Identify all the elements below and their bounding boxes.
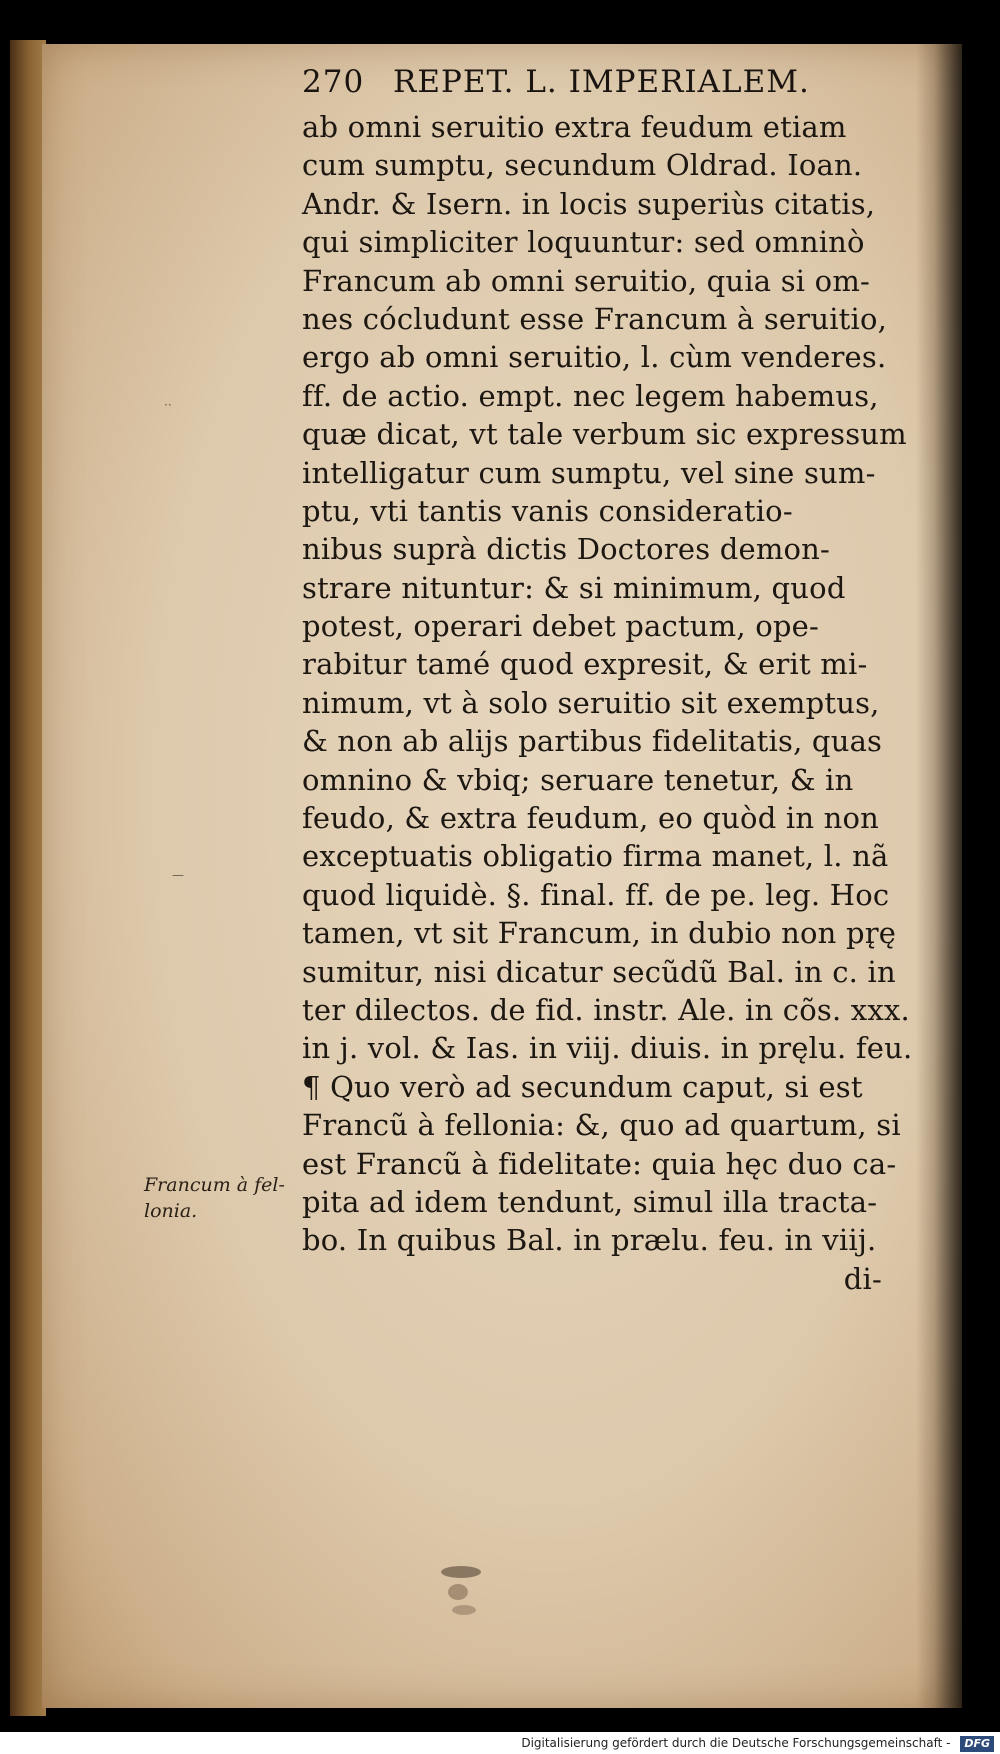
text-line: est Francũ à fidelitate: quia hęc duo ca- (302, 1146, 897, 1181)
text-line: cum sumptu, secundum Oldrad. Ioan. (302, 148, 863, 183)
body-text (302, 108, 913, 1298)
text-line: ergo ab omni seruitio, l. cùm venderes. (302, 340, 887, 375)
text-line: ab omni seruitio extra feudum etiam (302, 110, 847, 144)
text-line: ter dilectos. de fid. instr. Ale. in cõs. xxx. (302, 992, 910, 1027)
footer-bar (0, 1732, 1000, 1754)
text-line: nimum, vt à solo seruitio sit exemptus, (302, 685, 880, 720)
footer-credit: Digitalisierung gefördert durch die Deutsche Forschungsgemeinschaft - (521, 1736, 951, 1750)
running-title: REPET. L. IMPERIALEM. (393, 64, 810, 100)
margin-mark: ·· (164, 398, 172, 412)
text-line: Andr. & Isern. in locis superiùs citatis, (302, 186, 876, 221)
ink-stain (436, 1560, 486, 1620)
text-line: bo. In quibus Bal. in prælu. feu. in viij. (302, 1223, 877, 1258)
text-line: ptu, vti tantis vanis consideratio- (302, 493, 793, 528)
text-line: nes cócludunt esse Francum à seruitio, (302, 301, 888, 336)
margin-mark: — (172, 868, 184, 882)
text-line: ff. de actio. empt. nec legem habemus, (302, 378, 879, 413)
text-line: Francũ à fellonia: &, quo ad quartum, si (302, 1108, 901, 1143)
text-line: pita ad idem tendunt, simul illa tracta- (302, 1184, 878, 1219)
text-line: intelligatur cum sumptu, vel sine sum- (302, 455, 876, 490)
text-line: tamen, vt sit Francum, in dubio non pr̨ę (302, 916, 897, 951)
text-line: strare nituntur: & si minimum, quod (302, 570, 846, 605)
text-line: rabitur tamé quod expresit, & erit mi- (302, 647, 868, 682)
dfg-logo: DFG (960, 1736, 994, 1752)
text-line: potest, operari debet pactum, ope- (302, 609, 819, 644)
text-line: & non ab alijs partibus fidelitatis, quas (302, 724, 883, 759)
marginal-note (144, 1172, 294, 1224)
text-line: di- (843, 1261, 882, 1296)
text-line: nibus suprà dictis Doctores demon- (302, 532, 831, 567)
text-line: quod liquidè. §. final. ff. de pe. leg. Hoc (302, 877, 890, 912)
text-line: sumitur, nisi dicatur secũdũ Bal. in c. in (302, 954, 896, 989)
text-line: ¶ Quo verò ad secundum caput, si est (302, 1069, 863, 1104)
text-line: qui simpliciter loquuntur: sed omninò (302, 225, 865, 260)
book-edge (10, 40, 46, 1716)
marginal-note-line: Francum à fel- (144, 1174, 285, 1196)
gutter-shadow (916, 44, 962, 1708)
text-line: omnino & vbiq; seruare tenetur, & in (302, 762, 854, 797)
page-number: 270 (302, 64, 365, 100)
text-line: feudo, & extra feudum, eo quòd in non (302, 801, 880, 836)
text-line: Francum ab omni seruitio, quia si om- (302, 263, 871, 298)
running-head (302, 64, 882, 108)
text-line: quæ dicat, vt tale verbum sic expressum (302, 417, 907, 452)
text-line: exceptuatis obligatio firma manet, l. nã (302, 839, 889, 874)
text-line: in j. vol. & Ias. in viij. diuis. in pręlu. feu. (302, 1031, 913, 1066)
marginal-note-line: lonia. (144, 1200, 198, 1222)
